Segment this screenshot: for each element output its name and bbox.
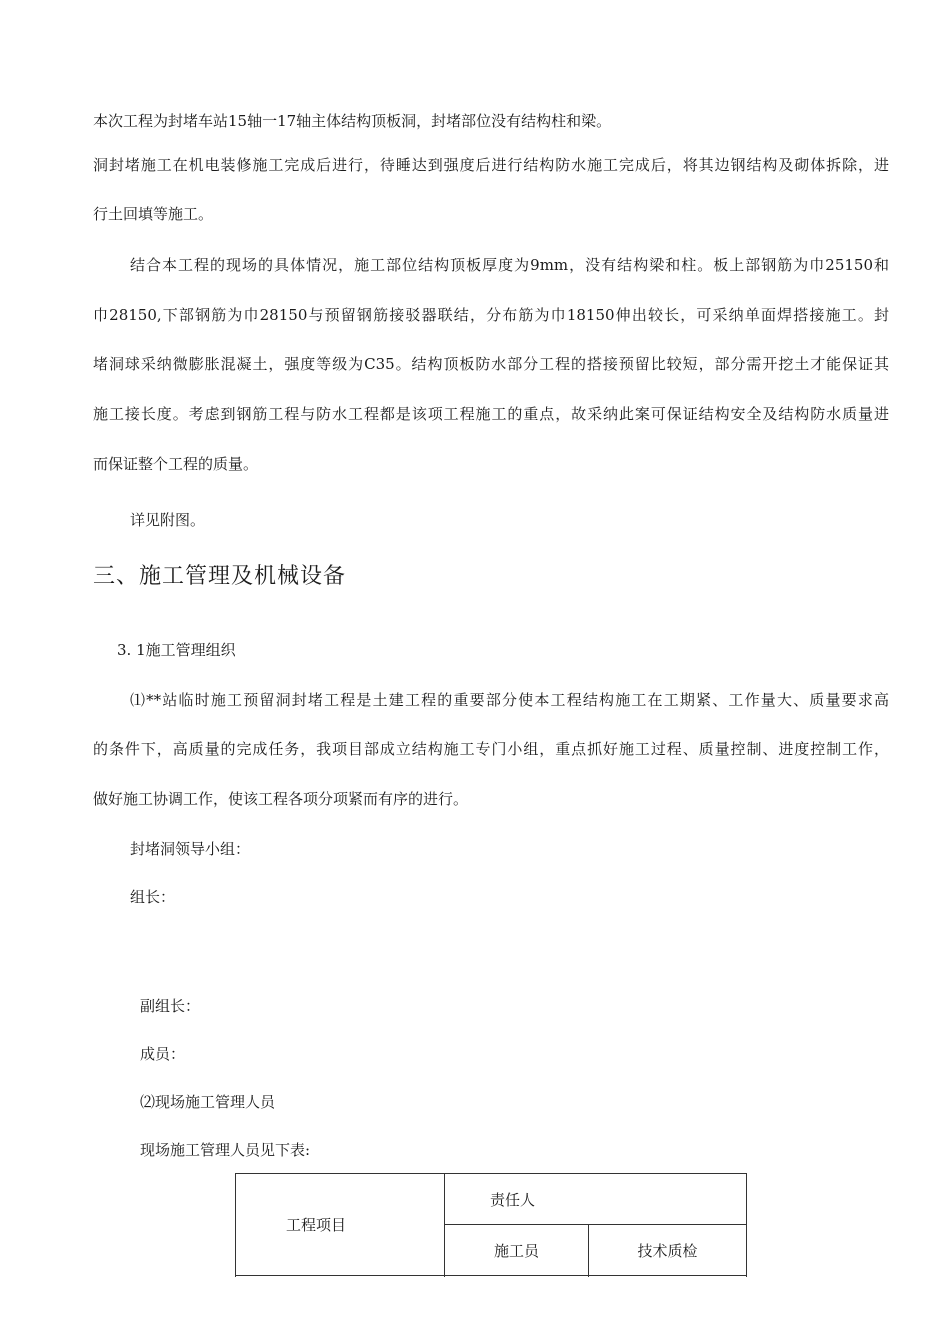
paragraph-3-line-5: 而保证整个工程的质量。 — [93, 455, 259, 473]
table-intro: 现场施工管理人员见下表: — [140, 1141, 311, 1159]
paragraph-2-line-2: 行土回填等施工。 — [93, 205, 214, 223]
table-cell — [589, 1276, 747, 1278]
section-title: 三、施工管理及机械设备 — [93, 564, 347, 589]
paragraph-2-line-1: 洞封堵施工在机电装修施工完成后进行，待睡达到强度后进行结构防水施工完成后，将其边钢结构及砌体拆除，进 — [93, 156, 889, 174]
table-cell — [236, 1276, 445, 1278]
paragraph-5-line-3: 做好施工协调工作，使该工程各项分项紧而有序的进行。 — [93, 790, 469, 808]
item-2-heading: ⑵现场施工管理人员 — [140, 1093, 276, 1111]
personnel-table — [235, 1173, 747, 1277]
subsection-title: 3. 1施工管理组织 — [117, 641, 236, 659]
paragraph-5-line-1: ⑴**站临时施工预留洞封堵工程是土建工程的重要部分使本工程结构施工在工期紧、工作量大、质量要求高 — [130, 691, 889, 709]
paragraph-3-line-4: 施工接长度。考虑到钢筋工程与防水工程都是该项工程施工的重点，故采纳此案可保证结构安全及结构防水质量进 — [93, 405, 889, 423]
members-label: 成员： — [140, 1045, 186, 1063]
table-cell — [445, 1276, 589, 1278]
leader-label: 组长： — [130, 888, 176, 906]
paragraph-1: 本次工程为封堵车站15轴一17轴主体结构顶板洞，封堵部位没有结构柱和梁。 — [93, 112, 612, 130]
table-header-project: 工程项目 — [236, 1174, 445, 1276]
paragraph-3-line-1: 结合本工程的现场的具体情况，施工部位结构顶板厚度为9mm，没有结构梁和柱。板上部钢筋为巾25150和 — [130, 256, 889, 274]
vice-leader-label: 副组长： — [140, 997, 201, 1015]
table-header-responsible: 责任人 — [445, 1174, 747, 1225]
personnel-table-wrapper — [230, 1168, 760, 1277]
paragraph-5-line-2: 的条件下，高质量的完成任务，我项目部成立结构施工专门小组，重点抓好施工过程、质量控制、进度控制工作， — [93, 740, 889, 758]
paragraph-3-line-2: 巾28150,下部钢筋为巾28150与预留钢筋接驳器联结，分布筋为巾18150伸出较长，可采纳单面焊搭接施工。封 — [93, 306, 889, 324]
paragraph-4: 详见附图。 — [130, 511, 206, 529]
table-header-qc: 技术质检 — [589, 1225, 747, 1276]
table-header-worker: 施工员 — [445, 1225, 589, 1276]
paragraph-3-line-3: 堵洞球采纳微膨胀混凝土，强度等级为C35。结构顶板防水部分工程的搭接预留比较短，部分需开挖土才能保证其 — [93, 355, 889, 373]
leader-group-label: 封堵洞领导小组： — [130, 840, 251, 858]
